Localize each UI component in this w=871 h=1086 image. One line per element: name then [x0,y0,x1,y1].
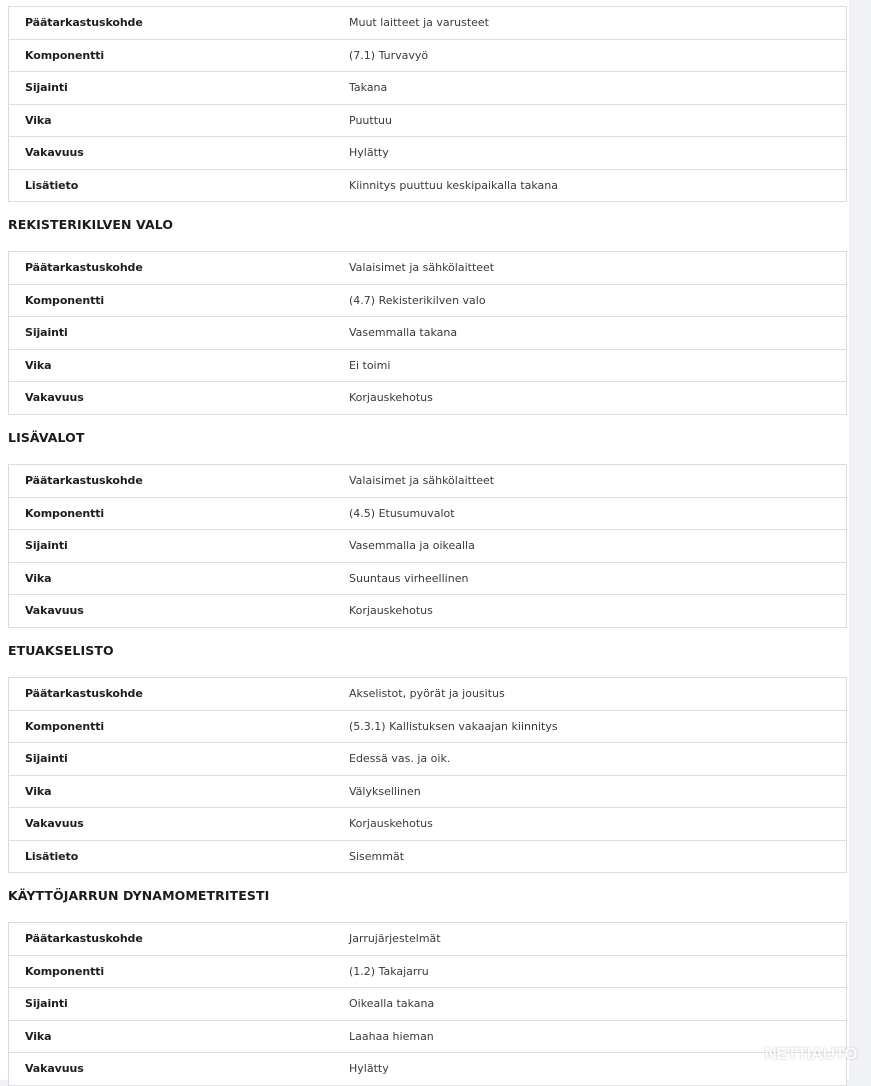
defect-table-auxiliary-lights [8,464,847,628]
row-label: Vika [25,358,52,372]
row-label: Komponentti [25,719,105,733]
table-row [9,743,846,776]
row-value: Korjauskehotus [349,604,433,617]
table-row [9,530,846,563]
row-label: Sijainti [25,997,68,1010]
row-value: Akselistot, pyörät ja jousitus [349,687,505,700]
defect-table-seatbelt [8,6,847,202]
section-heading-service-brake-test: KÄYTTÖJARRUN DYNAMOMETRITESTI [8,888,270,903]
table-row [9,776,846,809]
row-value: Ei toimi [349,358,391,372]
table-row [9,350,846,383]
row-label: Sijainti [25,81,68,94]
row-label: Lisätieto [25,178,79,192]
row-value: Puuttuu [349,113,392,127]
row-value: Takana [349,81,388,94]
row-value: Hylätty [349,1062,389,1075]
row-label: Komponentti [25,48,105,62]
row-label: Päätarkastuskohde [25,261,143,274]
row-value: Hylätty [349,146,389,159]
table-row [9,72,846,105]
row-value: (4.5) Etusumuvalot [349,506,455,520]
table-row [9,923,846,956]
table-row [9,105,846,138]
row-label: Sijainti [25,326,68,339]
defect-table-front-axle [8,677,847,873]
row-label: Komponentti [25,506,105,520]
row-label: Sijainti [25,539,68,552]
watermark-logo: NETTIAUTO [764,1044,857,1063]
table-row [9,1053,846,1086]
section-heading-auxiliary-lights: LISÄVALOT [8,430,85,445]
table-row [9,841,846,874]
table-row [9,317,846,350]
table-row [9,1021,846,1054]
row-value: (7.1) Turvavyö [349,48,429,62]
row-label: Vika [25,784,52,798]
row-value: Valaisimet ja sähkölaitteet [349,474,495,487]
section-heading-license-plate-light: REKISTERIKILVEN VALO [8,217,174,232]
section-heading-front-axle: ETUAKSELISTO [8,643,114,658]
row-label: Vakavuus [25,817,84,830]
row-value: Laahaa hieman [349,1029,434,1043]
table-row [9,988,846,1021]
row-label: Sijainti [25,752,68,765]
row-label: Vika [25,571,52,585]
table-row [9,563,846,596]
table-row [9,956,846,989]
defect-table-service-brake-test [8,922,847,1086]
row-value: Oikealla takana [349,997,435,1010]
table-row [9,137,846,170]
row-value: Muut laitteet ja varusteet [349,16,489,29]
row-label: Komponentti [25,964,105,978]
row-label: Päätarkastuskohde [25,16,143,29]
table-row [9,595,846,628]
row-label: Vika [25,1029,52,1043]
row-label: Päätarkastuskohde [25,474,143,487]
row-value: (5.3.1) Kallistuksen vakaajan kiinnitys [349,719,558,733]
row-label: Päätarkastuskohde [25,932,143,945]
table-row [9,678,846,711]
row-value: Välyksellinen [349,784,421,798]
row-value: Sisemmät [349,849,405,863]
row-value: (1.2) Takajarru [349,964,429,978]
row-value: Valaisimet ja sähkölaitteet [349,261,495,274]
table-row [9,7,846,40]
row-value: Kiinnitys puuttuu keskipaikalla takana [349,178,558,192]
table-row [9,40,846,73]
table-row [9,285,846,318]
row-label: Vakavuus [25,146,84,159]
table-row [9,382,846,415]
row-value: Korjauskehotus [349,391,433,404]
defect-table-license-plate-light [8,251,847,415]
row-value: (4.7) Rekisterikilven valo [349,293,486,307]
row-label: Vakavuus [25,1062,84,1075]
row-value: Korjauskehotus [349,817,433,830]
row-label: Lisätieto [25,849,79,863]
row-label: Vakavuus [25,604,84,617]
row-label: Komponentti [25,293,105,307]
table-row [9,252,846,285]
table-row [9,465,846,498]
row-value: Jarrujärjestelmät [349,932,441,945]
row-value: Edessä vas. ja oik. [349,752,451,765]
row-label: Vakavuus [25,391,84,404]
table-row [9,498,846,531]
row-value: Vasemmalla takana [349,326,458,339]
row-value: Suuntaus virheellinen [349,571,469,585]
table-row [9,170,846,203]
row-label: Päätarkastuskohde [25,687,143,700]
row-label: Vika [25,113,52,127]
table-row [9,808,846,841]
row-value: Vasemmalla ja oikealla [349,539,475,552]
table-row [9,711,846,744]
